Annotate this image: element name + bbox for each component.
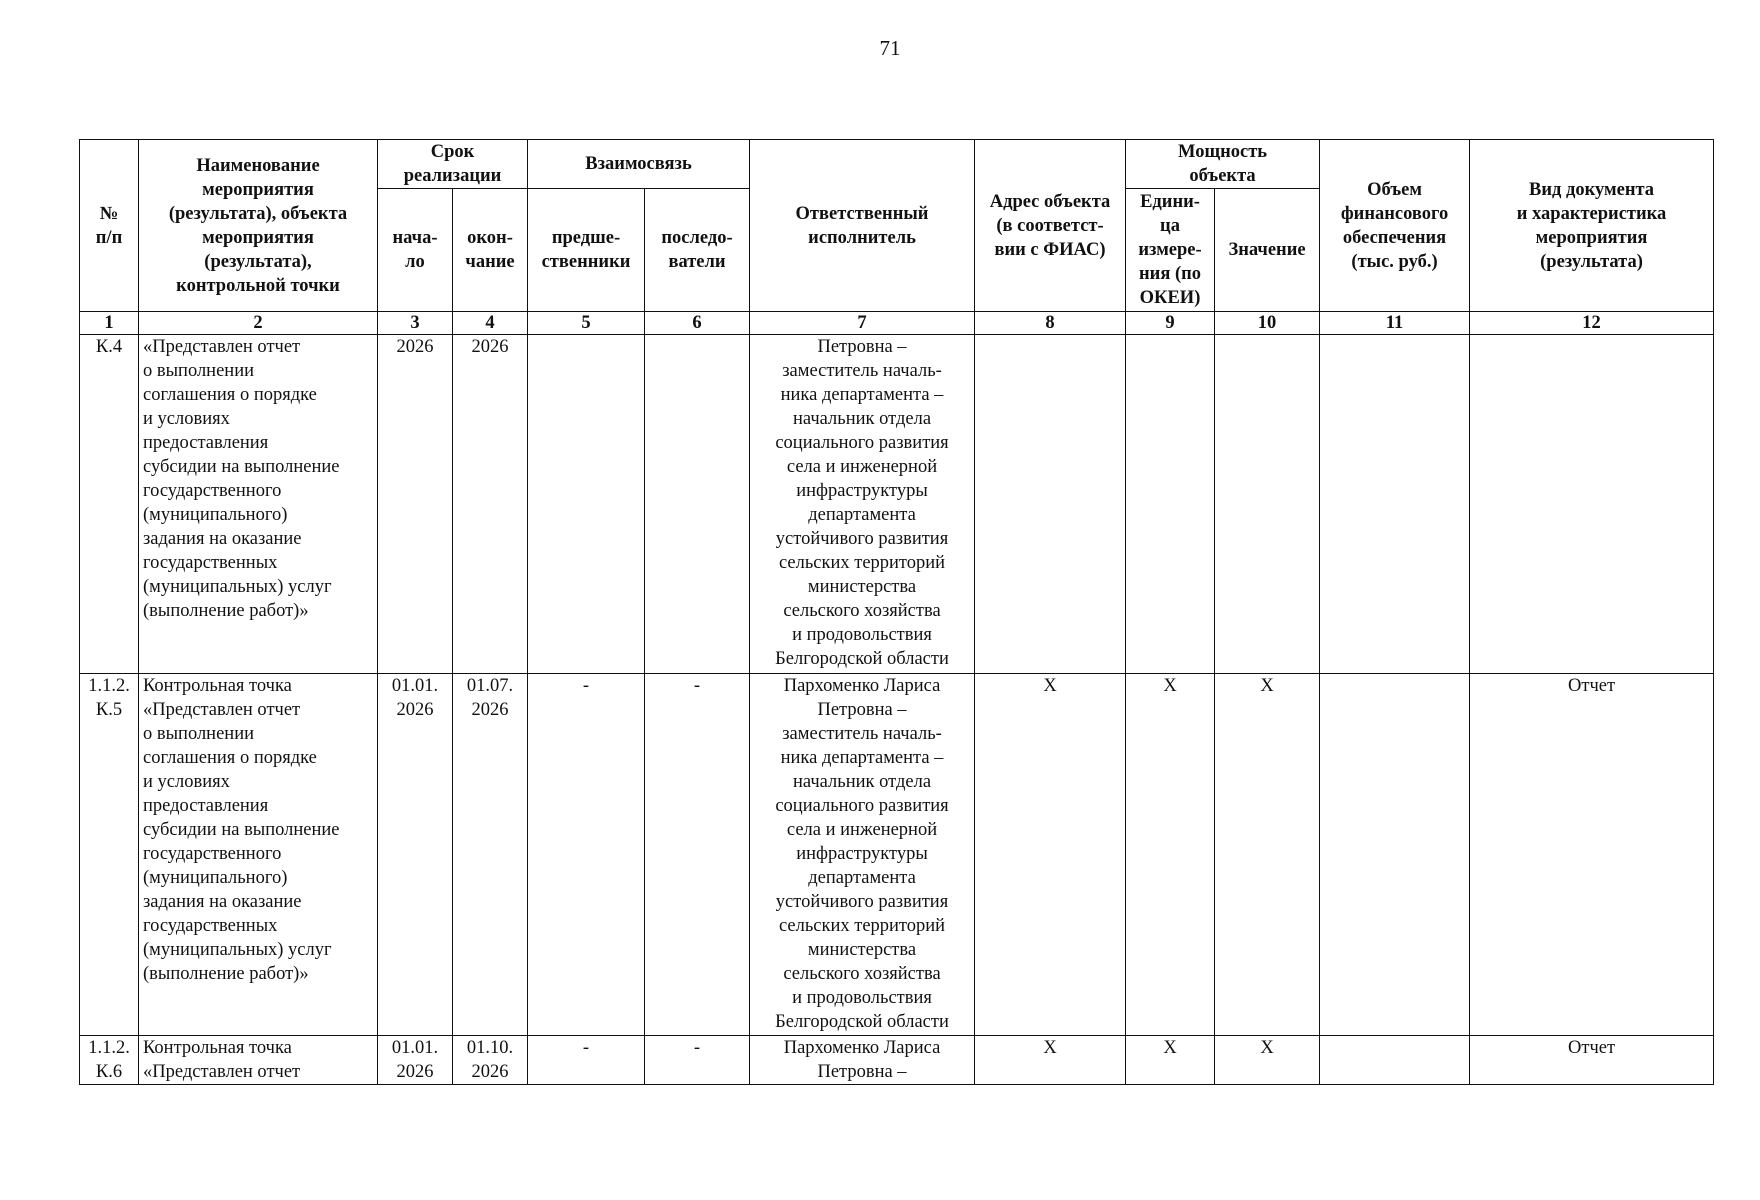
header-address: Адрес объекта (в соответст- вии с ФИАС) — [975, 140, 1126, 312]
row-value: Х — [1215, 1036, 1320, 1085]
column-number: 11 — [1320, 312, 1470, 335]
header-doc: Вид документа и характеристика мероприятия (результата) — [1470, 140, 1714, 312]
row-end: 01.07. 2026 — [453, 674, 528, 1036]
row-successors: - — [645, 1036, 750, 1085]
row-predecessors — [528, 335, 645, 674]
row-successors — [645, 335, 750, 674]
row-responsible: Пархоменко Лариса Петровна – — [750, 1036, 975, 1085]
events-table — [79, 139, 1714, 1085]
row-num: К.4 — [80, 335, 139, 674]
row-finance — [1320, 674, 1470, 1036]
header-unit: Едини- ца измере- ния (по ОКЕИ) — [1126, 189, 1215, 312]
column-number: 4 — [453, 312, 528, 335]
table-row — [80, 335, 1714, 674]
column-number: 6 — [645, 312, 750, 335]
header-start: нача- ло — [378, 189, 453, 312]
table-row — [80, 1036, 1714, 1085]
row-responsible: Петровна – заместитель началь- ника департамента – начальник отдела социального развития села и инженерной инфраструктуры департамента устойчивого развития сельских территорий министерства сельского хозяйства и продовольствия Белгородской области — [750, 335, 975, 674]
header-predecessors: предше- ственники — [528, 189, 645, 312]
row-finance — [1320, 335, 1470, 674]
row-num: 1.1.2. К.6 — [80, 1036, 139, 1085]
table-row — [80, 674, 1714, 1036]
header-capacity: Мощность объекта — [1126, 140, 1320, 189]
row-unit: Х — [1126, 1036, 1215, 1085]
row-name: Контрольная точка «Представлен отчет — [139, 1036, 378, 1085]
row-start: 2026 — [378, 335, 453, 674]
row-address — [975, 335, 1126, 674]
column-number: 7 — [750, 312, 975, 335]
row-end: 01.10. 2026 — [453, 1036, 528, 1085]
row-address: Х — [975, 674, 1126, 1036]
column-number: 5 — [528, 312, 645, 335]
row-value: Х — [1215, 674, 1320, 1036]
row-responsible: Пархоменко Лариса Петровна – заместитель началь- ника департамента – начальник отдела социального развития села и инженерной инфраструктуры департамента устойчивого развития сельских территорий министерства сельского хозяйства и продовольствия Белгородской области — [750, 674, 975, 1036]
column-number: 8 — [975, 312, 1126, 335]
row-predecessors: - — [528, 674, 645, 1036]
row-name: «Представлен отчет о выполнении соглашения о порядке и условиях предоставления субсидии на выполнение государственного (муниципального) задания на оказание государственных (муниципальных) услуг (выполнение работ)» — [139, 335, 378, 674]
column-number: 3 — [378, 312, 453, 335]
header-name: Наименование мероприятия (результата), объекта мероприятия (результата), контрольной точки — [139, 140, 378, 312]
row-value — [1215, 335, 1320, 674]
header-end: окон- чание — [453, 189, 528, 312]
header-period: Срок реализации — [378, 140, 528, 189]
column-number: 10 — [1215, 312, 1320, 335]
header-finance: Объем финансового обеспечения (тыс. руб.) — [1320, 140, 1470, 312]
row-address: Х — [975, 1036, 1126, 1085]
header-num: № п/п — [80, 140, 139, 312]
row-finance — [1320, 1036, 1470, 1085]
row-unit: Х — [1126, 674, 1215, 1036]
header-responsible: Ответственный исполнитель — [750, 140, 975, 312]
row-name: Контрольная точка «Представлен отчет о выполнении соглашения о порядке и условиях предоставления субсидии на выполнение государственного (муниципального) задания на оказание государственных (муниципальных) услуг (выполнение работ)» — [139, 674, 378, 1036]
row-doc: Отчет — [1470, 1036, 1714, 1085]
header-successors: последо- ватели — [645, 189, 750, 312]
header-value: Значение — [1215, 189, 1320, 312]
column-number: 1 — [80, 312, 139, 335]
row-doc: Отчет — [1470, 674, 1714, 1036]
row-predecessors: - — [528, 1036, 645, 1085]
row-end: 2026 — [453, 335, 528, 674]
column-number: 9 — [1126, 312, 1215, 335]
page-number: 71 — [879, 36, 901, 60]
row-doc — [1470, 335, 1714, 674]
header-relation: Взаимосвязь — [528, 140, 750, 189]
row-start: 01.01. 2026 — [378, 674, 453, 1036]
row-start: 01.01. 2026 — [378, 1036, 453, 1085]
column-number: 12 — [1470, 312, 1714, 335]
row-successors: - — [645, 674, 750, 1036]
row-num: 1.1.2. К.5 — [80, 674, 139, 1036]
column-number: 2 — [139, 312, 378, 335]
row-unit — [1126, 335, 1215, 674]
